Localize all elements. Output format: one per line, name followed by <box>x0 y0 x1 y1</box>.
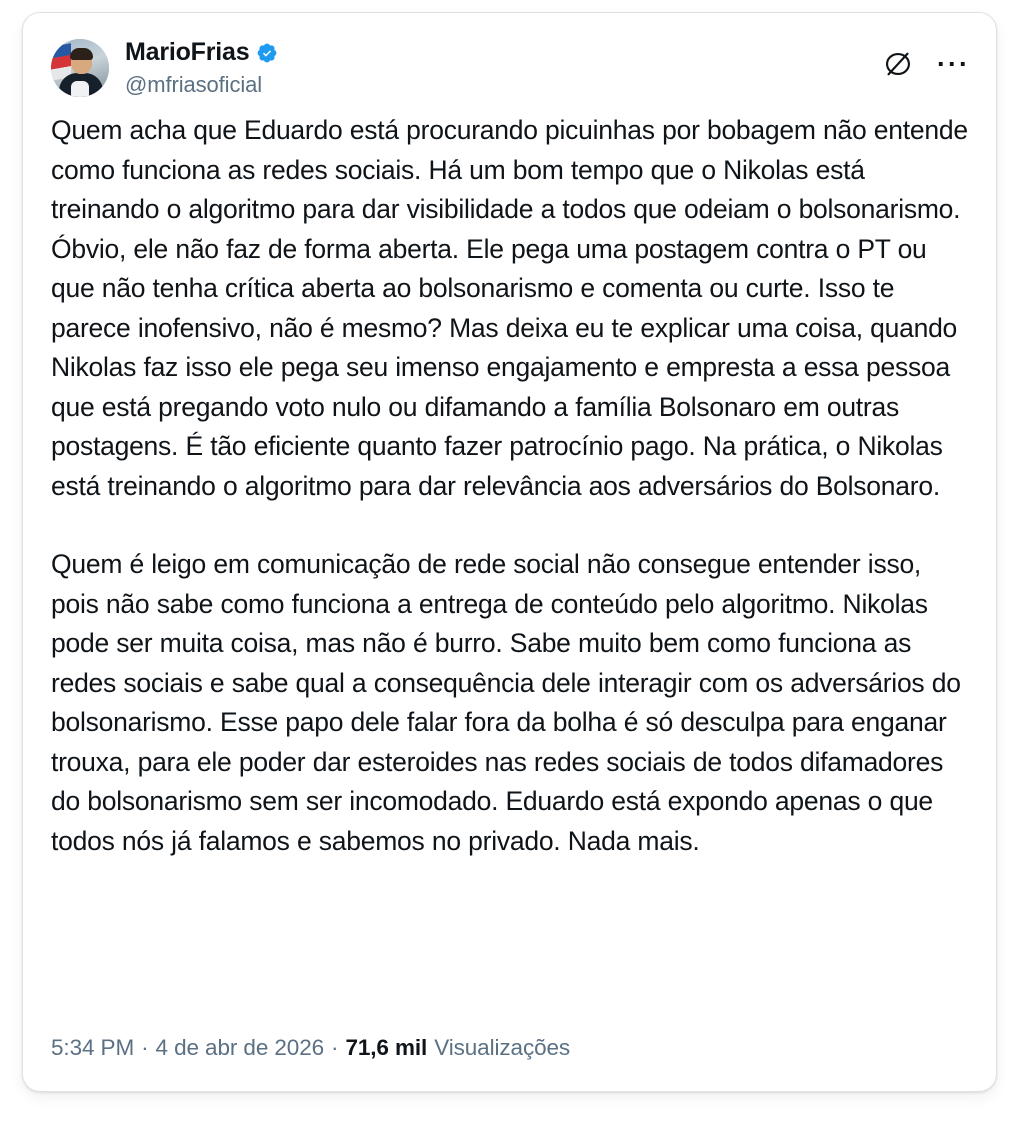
grok-icon[interactable] <box>883 49 913 79</box>
author-display-name[interactable]: MarioFrias <box>125 38 250 66</box>
tweet-meta <box>51 1035 570 1061</box>
verified-badge-icon <box>256 42 278 64</box>
tweet-card <box>22 12 997 1092</box>
tweet-paragraph-2: Quem é leigo em comunicação de rede social não consegue entender isso, pois não sabe como funciona a entrega de conteúdo pelo algoritmo. Nikolas pode ser muita coisa, mas não é burro. Sabe muito bem como funciona as redes sociais e sabe qual a consequência dele interagir com os adversários do bolsonarismo. Esse papo dele falar fora da bolha é só desculpa para enganar trouxa, para ele poder dar esteroides nas redes sociais de todos difamadores do bolsonarismo sem ser incomodado. Eduardo está expondo apenas o que todos nós já falamos e sabemos no privado. Nada mais. <box>51 549 961 856</box>
author-name-row <box>125 40 278 65</box>
more-options-icon[interactable]: ··· <box>937 49 970 79</box>
tweet-date: 4 de abr de 2026 <box>155 1035 325 1060</box>
tweet-text <box>23 99 996 861</box>
avatar[interactable] <box>51 39 109 97</box>
author-block <box>125 39 278 98</box>
header-actions <box>883 49 970 79</box>
tweet-paragraph-1: Quem acha que Eduardo está procurando picuinhas por bobagem não entende como funciona as redes sociais. Há um bom tempo que o Nikolas está treinando o algoritmo para dar visibilidade a todos que odeiam o bolsonarismo. Óbvio, ele não faz de forma aberta. Ele pega uma postagem contra o PT ou que não tenha crítica aberta ao bolsonarismo e comenta ou curte. Isso te parece inofensivo, não é mesmo? Mas deixa eu te explicar uma coisa, quando Nikolas faz isso ele pega seu imenso engajamento e empresta a essa pessoa que está pregando voto nulo ou difamando a família Bolsonaro em outras postagens. É tão eficiente quanto fazer patrocínio pago. Na prática, o Nikolas está treinando o algoritmo para dar relevância aos adversários do Bolsonaro. <box>51 115 968 501</box>
author-handle[interactable]: @mfriasoficial <box>125 72 263 97</box>
tweet-header <box>23 13 996 99</box>
avatar-shirt <box>71 81 89 97</box>
views-label: Visualizações <box>434 1035 571 1060</box>
meta-separator-2: · <box>331 1035 339 1060</box>
meta-separator-1: · <box>141 1035 149 1060</box>
tweet-time: 5:34 PM <box>51 1035 135 1060</box>
avatar-hair <box>70 48 93 60</box>
views-count: 71,6 mil <box>345 1035 428 1060</box>
